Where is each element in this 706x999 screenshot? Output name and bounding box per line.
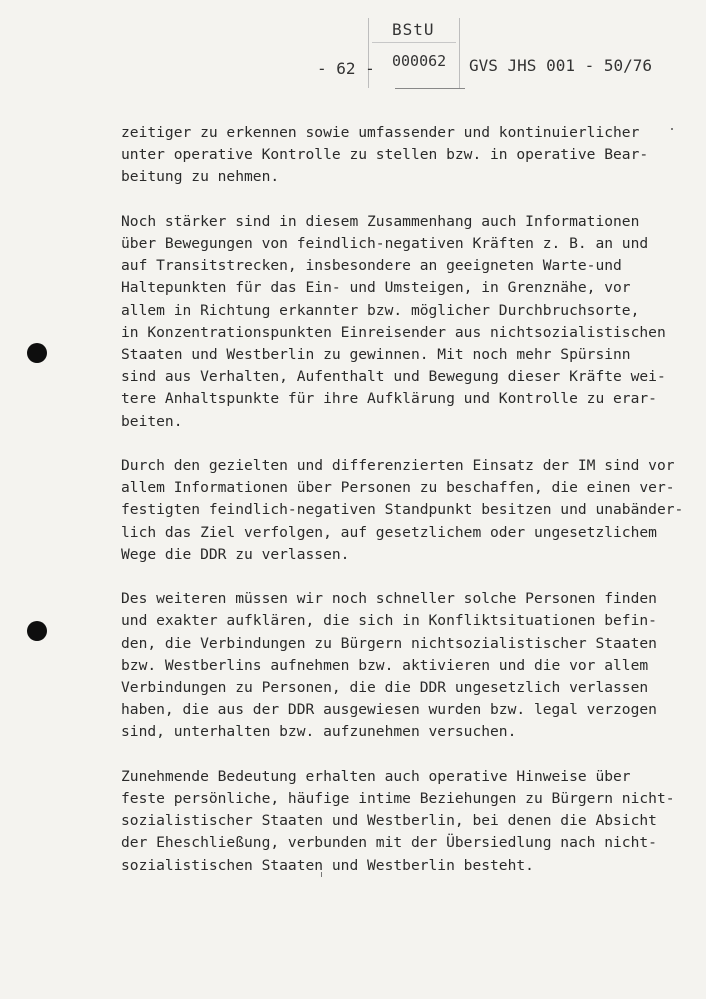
text-line: der Eheschließung, verbunden mit der Übersiedlung nach nicht- bbox=[121, 834, 657, 852]
text-line: in Konzentrationspunkten Einreisender aus nichtsozialistischen bbox=[121, 323, 666, 341]
archive-stamp-label: BStU bbox=[392, 20, 435, 39]
text-line: lich das Ziel verfolgen, auf gesetzlichem oder ungesetzlichem bbox=[121, 523, 657, 541]
text-line: unter operative Kontrolle zu stellen bzw. in operative Bear- bbox=[121, 146, 649, 164]
paragraph bbox=[121, 588, 681, 743]
paragraph bbox=[121, 211, 681, 433]
text-line: Wege die DDR zu verlassen. bbox=[121, 545, 350, 563]
paragraph bbox=[121, 766, 681, 877]
text-line: sozialistischer Staaten und Westberlin, bei denen die Absicht bbox=[121, 812, 657, 830]
text-line: allem Informationen über Personen zu beschaffen, die einen ver- bbox=[121, 479, 675, 497]
paragraph bbox=[121, 122, 681, 189]
archive-stamp-number: 000062 bbox=[392, 52, 447, 70]
text-line: Staaten und Westberlin zu gewinnen. Mit noch mehr Spürsinn bbox=[121, 346, 631, 364]
text-line: beiten. bbox=[121, 412, 183, 430]
paragraph bbox=[121, 455, 684, 566]
text-line: Noch stärker sind in diesem Zusammenhang auch Informationen bbox=[121, 212, 640, 230]
page-number: - 62 - bbox=[317, 59, 375, 78]
text-line: beitung zu nehmen. bbox=[121, 168, 280, 186]
body-text bbox=[121, 122, 684, 899]
text-line: Verbindungen zu Personen, die die DDR ungesetzlich verlassen bbox=[121, 679, 649, 697]
text-line: Zunehmende Bedeutung erhalten auch operative Hinweise über bbox=[121, 767, 631, 785]
punch-hole bbox=[27, 621, 47, 641]
document-reference: GVS JHS 001 - 50/76 bbox=[469, 56, 653, 75]
text-line: sind, unterhalten bzw. aufzunehmen versuchen. bbox=[121, 723, 517, 741]
text-line: zeitiger zu erkennen sowie umfassender und kontinuierlicher bbox=[121, 124, 640, 141]
punch-hole bbox=[27, 343, 47, 363]
text-line: bzw. Westberlins aufnehmen bzw. aktivieren und die vor allem bbox=[121, 656, 649, 674]
text-line: allem in Richtung erkannter bzw. möglicher Durchbruchsorte, bbox=[121, 301, 640, 319]
text-line: feste persönliche, häufige intime Beziehungen zu Bürgern nicht- bbox=[121, 790, 675, 808]
text-line: auf Transitstrecken, insbesondere an geeigneten Warte-und bbox=[121, 257, 622, 275]
text-line: tere Anhaltspunkte für ihre Aufklärung und Kontrolle zu erar- bbox=[121, 390, 657, 408]
text-line: Durch den gezielten und differenzierten Einsatz der IM sind vor bbox=[121, 457, 675, 475]
text-line: Des weiteren müssen wir noch schneller solche Personen finden bbox=[121, 590, 657, 608]
stamp-divider bbox=[372, 42, 456, 43]
text-line: und exakter aufklären, die sich in Konfliktsituationen befin- bbox=[121, 612, 657, 630]
text-line: haben, die aus der DDR ausgewiesen wurden bzw. legal verzogen bbox=[121, 701, 657, 719]
text-line: den, die Verbindungen zu Bürgern nichtsozialistischer Staaten bbox=[121, 634, 657, 652]
text-line: festigten feindlich-negativen Standpunkt besitzen und unabänder- bbox=[121, 501, 684, 519]
text-line: sind aus Verhalten, Aufenthalt und Bewegung dieser Kräfte wei- bbox=[121, 368, 666, 386]
stamp-underline bbox=[395, 88, 465, 89]
text-line: sozialistischen Staaten und Westberlin besteht. bbox=[121, 856, 534, 874]
text-line: Haltepunkten für das Ein- und Umsteigen, in Grenznähe, vor bbox=[121, 279, 631, 297]
text-line: über Bewegungen von feindlich-negativen Kräften z. B. an und bbox=[121, 235, 649, 252]
